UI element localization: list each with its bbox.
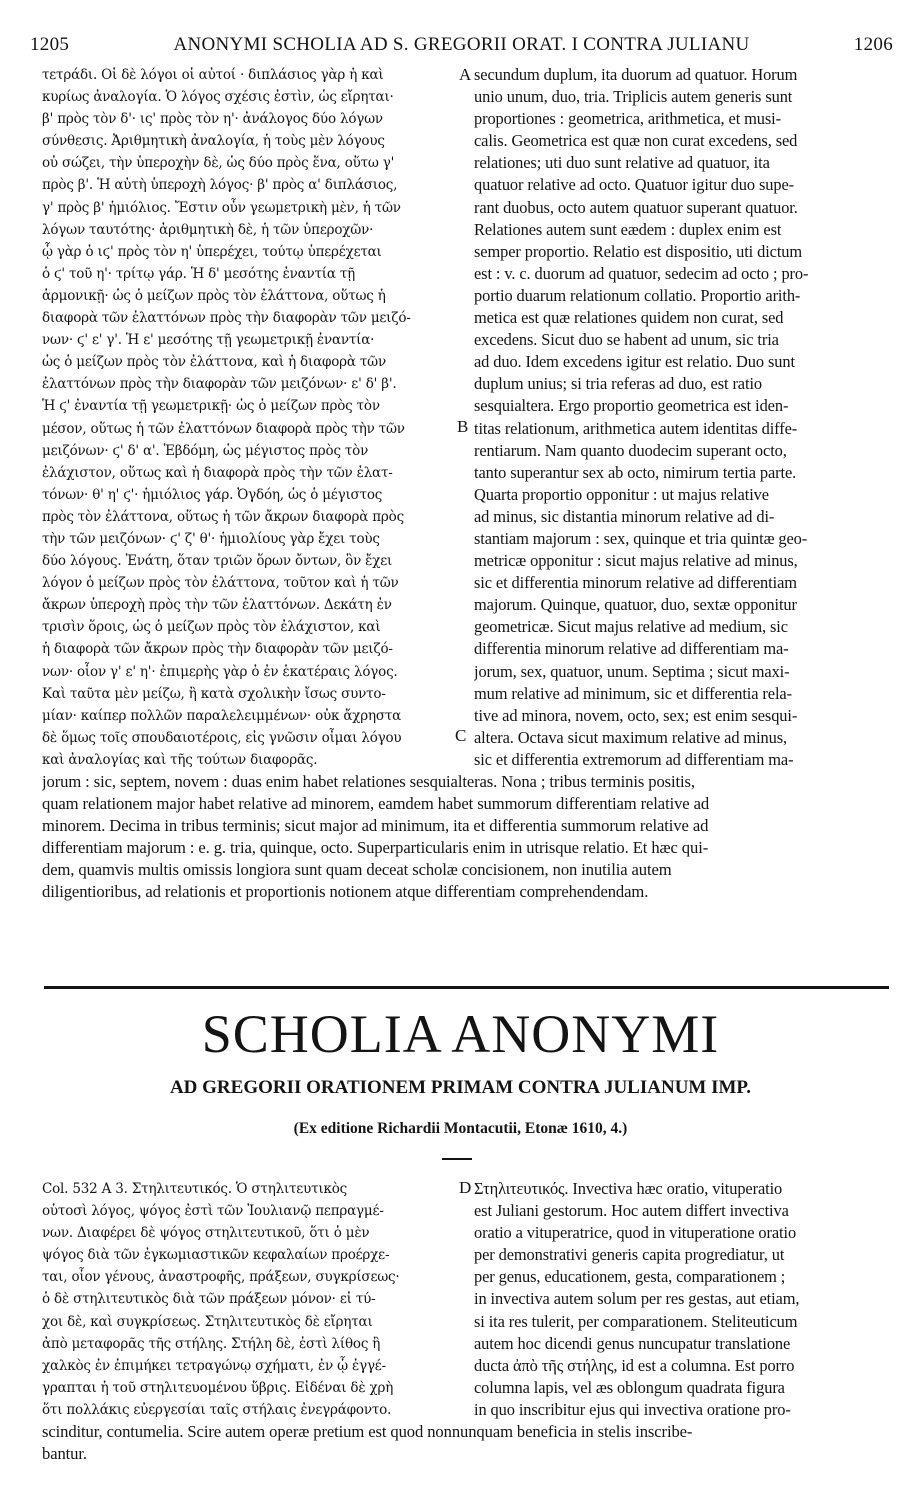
latin-text-line: calis. Geometrica est quæ non curat excedens, sed bbox=[474, 131, 798, 151]
greek-text-line: κυρίως ἀναλογία. Ὁ λόγος σχέσις ἐστὶν, ὡς εἴρηται· bbox=[42, 89, 394, 106]
latin-text-line: per genus, educationem, gesta, comparationem ; bbox=[474, 1267, 786, 1287]
section-divider bbox=[44, 986, 889, 989]
greek-column-top bbox=[42, 64, 462, 771]
greek-text-line: λόγον ὁ μείζων πρὸς τὸν ἐλάττονα, τοῦτον καὶ ἡ τῶν bbox=[42, 575, 399, 592]
latin-text-line: autem hoc dicendi genus nuncupatur translatione bbox=[474, 1333, 791, 1353]
greek-text-line: νων. Διαφέρει δὲ ψόγος στηλιτευτικοῦ, ὅτι ὁ μὲν bbox=[42, 1225, 370, 1242]
latin-text-line: rentiarum. Nam quanto duodecim superant octo, bbox=[474, 440, 787, 460]
latin-full-width-bottom bbox=[42, 1421, 890, 1465]
latin-text-line: in invectiva autem solum per res gestas, aut etiam, bbox=[474, 1289, 800, 1309]
latin-text-line: proportiones : geometrica, arithmetica, et musi- bbox=[474, 109, 781, 129]
latin-text-line: diligentioribus, ad relationis et proportionis notionem atque differentiam comprehendendam. bbox=[42, 882, 649, 902]
greek-text-line: χοι δὲ, καὶ συγκρίσεως. Στηλιτευτικὸς δὲ εἴρηται bbox=[42, 1313, 373, 1330]
greek-text-line: ψόγος διὰ τῶν ἐγκωμιαστικῶν κεφαλαίων προέρχε- bbox=[42, 1247, 390, 1264]
greek-text-line: νων· ϛ' ε' γ'. Ἡ ε' μεσότης τῇ γεωμετρικῇ ἐναντία· bbox=[42, 332, 375, 349]
greek-text-line: μειζόνων· ϛ' δ' α'. Ἑβδόμη, ὡς μέγιστος πρὸς τὸν bbox=[42, 442, 369, 459]
greek-text-line: μέσον, οὕτως ἡ τῶν ἐλαττόνων διαφορὰ πρὸς τὴν τῶν bbox=[42, 420, 405, 437]
greek-text-line: τὴν τῶν μειζόνων· ϛ' ζ' θ'· ἡμιολίους γὰρ ἔχει τοὺς bbox=[42, 530, 380, 547]
greek-text-line: ἄκρων ὑπεροχὴ πρὸς τὴν τῶν ἐλαττόνων. Δεκάτη ἐν bbox=[42, 597, 392, 614]
latin-column-bottom bbox=[474, 1178, 891, 1421]
greek-text-line: τόνων· θ' η' ϛ'· ἡμιόλιος γάρ. Ὀγδόη, ὡς ὁ μέγιστος bbox=[42, 486, 383, 503]
greek-text-line: διαφορὰ τῶν ἐλαττόνων πρὸς τὴν διαφορὰν τῶν μειζό- bbox=[42, 310, 411, 327]
margin-letter-c: C bbox=[455, 726, 467, 745]
greek-text-line: Καὶ ταῦτα μὲν μείζω, ἢ κατὰ σχολικὴν ἴσως συντο- bbox=[42, 685, 386, 702]
greek-text-line: καὶ ἀναλογίας καὶ τῆς τούτων διαφορᾶς. bbox=[42, 751, 318, 768]
latin-text-line: jorum : sic, septem, novem : duas enim habet relationes sesquialteras. Nona ; tribus terminis positis, bbox=[42, 772, 695, 791]
greek-text-line: γ' πρὸς β' ἡμιόλιος. Ἔστιν οὖν γεωμετρικὴ μὲν, ἡ τῶν bbox=[42, 199, 401, 216]
greek-text-line: β' πρὸς τὸν δ'· ις' πρὸς τὸν η'· ἀνάλογος δύο λόγων bbox=[42, 111, 383, 128]
latin-text-line: dem, quamvis multis omissis longiora sunt quam deceat scholæ concisionem, non inutilia autem bbox=[42, 860, 672, 880]
greek-text-line: τετράδι. Οἱ δὲ λόγοι οἱ αὐτοί · διπλάσιος γὰρ ἡ καὶ bbox=[42, 67, 384, 83]
greek-text-line: ται, οἷον γένους, ἀναστροφῆς, πράξεων, συγκρίσεως· bbox=[42, 1269, 400, 1286]
greek-text-line: πρὸς τὸν ἐλάττονα, οὕτως ἡ τῶν ἄκρων διαφορὰ πρὸς bbox=[42, 508, 404, 525]
latin-text-line: excedens. Sicut duo se habent ad unum, sic tria bbox=[474, 330, 779, 350]
greek-text-line: ἐλαττόνων πρὸς τὴν διαφορὰν τῶν μειζόνων· ε' δ' β'. bbox=[42, 376, 397, 393]
greek-text-line: τρισὶν ὅροις, ὡς ὁ μείζων πρὸς τὸν ἐλάχιστον, καὶ bbox=[42, 619, 381, 636]
latin-text-line: oratio a vituperatrice, quod in vituperatione oratio bbox=[474, 1223, 797, 1243]
latin-text-line: columna lapis, vel æs oblongum quadrata figura bbox=[474, 1377, 785, 1397]
greek-text-line: Ἡ ϛ' ἐναντία τῇ γεωμετρικῇ· ὡς ὁ μείζων πρὸς τὸν bbox=[42, 398, 380, 415]
latin-text-line: portio duarum relationum collatio. Proportio arith- bbox=[474, 285, 801, 305]
margin-letter-a: A bbox=[459, 65, 472, 84]
greek-text-line: πρὸς β'. Ἡ αὐτὴ ὑπεροχὴ λόγος· β' πρὸς α' διπλάσιος, bbox=[42, 177, 398, 194]
latin-text-line: tive ad minora, novem, octo, sex; est enim sesqui- bbox=[474, 705, 798, 725]
greek-text-line: σύνθεσις. Ἀριθμητικὴ ἀναλογία, ἡ τοὺς μὲν λόγους bbox=[42, 133, 385, 150]
latin-text-line: ad minus, sic distantia minorum relative ad di- bbox=[474, 506, 775, 526]
latin-text-line: titas relationum, arithmetica autem identitas diffe- bbox=[474, 418, 798, 438]
latin-text-line: semper proportio. Relatio est dispositio, uti dictum bbox=[474, 241, 803, 261]
greek-text-line: δύο λόγους. Ἐνάτη, ὅταν τριῶν ὅρων ὄντων, ὃν ἔχει bbox=[42, 553, 393, 570]
latin-text-line: majorum. Quinque, quatuor, duo, sextæ opponitur bbox=[474, 595, 797, 615]
latin-text-line: duplum unius; si tria referas ad duo, est ratio bbox=[474, 374, 762, 394]
margin-letter-b: B bbox=[457, 417, 469, 436]
latin-text-line: tanto superantur sex ab octo, nimirum tertia parte. bbox=[474, 462, 797, 482]
latin-text-line: unio unum, duo, tria. Triplicis autem generis sunt bbox=[474, 87, 793, 107]
latin-text-line: differentia minorum relative ad differentiam ma- bbox=[474, 639, 789, 659]
latin-text-line: est : v. c. duorum ad quatuor, sedecim ad octo ; pro- bbox=[474, 263, 809, 283]
greek-text-line: ὁ δὲ στηλιτευτικὸς διὰ τῶν πράξεων μόνον· εἰ τύ- bbox=[42, 1291, 376, 1308]
page-number-right: 1206 bbox=[853, 34, 893, 55]
latin-text-line: si ita res tulerit, per comparationem. Steliteuticum bbox=[474, 1311, 798, 1331]
latin-text-line: ad duo. Idem excedens igitur est relatio. Duo sunt bbox=[474, 352, 795, 372]
greek-text-line: μίαν· καίπερ πολλῶν παραλελειμμένων· οὐκ ἄχρηστα bbox=[42, 707, 402, 724]
greek-text-line: ὡς ὁ μείζων πρὸς τὸν ἐλάττονα, καὶ ἡ διαφορὰ τῶν bbox=[42, 354, 386, 371]
greek-text-line: ὁ ϛ' τοῦ η'· τρίτῳ γάρ. Ἡ δ' μεσότης ἐναντία τῇ bbox=[42, 265, 356, 282]
latin-text-line: sic et differentia extremorum ad differentiam ma- bbox=[474, 749, 794, 769]
latin-text-line: jorum, sex, quatuor, unum. Septima ; sicut maxi- bbox=[474, 661, 790, 681]
latin-text-line: Relationes autem sunt eædem : duplex enim est bbox=[474, 219, 782, 239]
greek-text-line: γραπται ἡ τοῦ στηλιτευομένου ὕβρις. Εἰδέναι δὲ χρὴ bbox=[42, 1379, 394, 1396]
latin-full-width-top bbox=[42, 771, 890, 904]
latin-column-top bbox=[474, 64, 891, 771]
latin-text-line: quam relationem major habet relative ad minorem, eamdem habet summorum differentiam relative ad bbox=[42, 794, 710, 814]
latin-text-line: sesquialtera. Ergo proportio geometrica est iden- bbox=[474, 396, 789, 416]
latin-text-line: in quo inscribitur ejus qui invectiva oratione pro- bbox=[474, 1399, 791, 1419]
latin-text-line: per demonstrativi generis capita progrediatur, ut bbox=[474, 1245, 785, 1265]
latin-text-line: minorem. Decima in tribus terminis; sicut major ad minimum, ita et differentia summorum relative ad bbox=[42, 816, 709, 836]
latin-text-line: bantur. bbox=[42, 1444, 87, 1464]
latin-text-line: est Juliani gestorum. Hoc autem differt invectiva bbox=[474, 1201, 789, 1221]
latin-text-line: scinditur, contumelia. Scire autem operæ pretium est quod nonnunquam beneficia in stelis inscribe- bbox=[42, 1422, 693, 1441]
latin-text-line: geometricæ. Sicut majus relative ad medium, sic bbox=[474, 617, 788, 637]
greek-text-line: Col. 532 A 3. Στηλιτευτικός. Ὁ στηλιτευτικὸς bbox=[42, 1181, 347, 1197]
latin-text-line: mum relative ad minimum, sic et differentia rela- bbox=[474, 683, 792, 703]
greek-text-line: οὑτοσὶ λόγος, ψόγος ἐστὶ τῶν Ἰουλιανῷ πεπραγμέ- bbox=[42, 1203, 384, 1220]
greek-text-line: νων· οἷον γ' ε' η'· ἐπιμερὴς γὰρ ὁ ἐν ἑκατέραις λόγος. bbox=[42, 663, 398, 680]
latin-text-line: metica est quæ relationes quidem non curat, sed bbox=[474, 308, 784, 328]
greek-column-bottom bbox=[42, 1178, 462, 1421]
short-divider bbox=[442, 1158, 472, 1160]
greek-text-line: ἀπὸ μεταφορᾶς τῆς στήλης. Στήλη δὲ, ἐστὶ λίθος ἢ bbox=[42, 1335, 381, 1352]
latin-text-line: secundum duplum, ita duorum ad quatuor. Horum bbox=[474, 65, 798, 84]
greek-text-line: χαλκὸς ἐν ἐπιμήκει τετραγώνῳ σχήματι, ἐν ᾧ ἐγγέ- bbox=[42, 1357, 386, 1374]
running-head bbox=[30, 34, 893, 58]
section-source-note: (Ex editione Richardii Montacutii, Etonæ 1610, 4.) bbox=[293, 1120, 628, 1137]
greek-text-line: ὅτι πολλάκις εὐεργεσίαι ταῖς στήλαις ἐνεγράφοντο. bbox=[42, 1401, 392, 1418]
latin-text-line: metricæ opponitur : sicut majus relative ad minus, bbox=[474, 551, 798, 571]
section-title: SCHOLIA ANONYMI bbox=[201, 1004, 720, 1064]
greek-text-line: ἐλάχιστον, οὕτως καὶ ἡ διαφορὰ πρὸς τὴν τῶν ἐλατ- bbox=[42, 464, 393, 481]
latin-text-line: altera. Octava sicut maximum relative ad minus, bbox=[474, 727, 787, 747]
latin-text-line: quatuor relative ad octo. Quatuor igitur duo supe- bbox=[474, 175, 794, 195]
latin-text-line: Στηλιτευτικός. Invectiva hæc oratio, vituperatio bbox=[474, 1179, 783, 1198]
greek-text-line: ἡ διαφορὰ τῶν ἄκρων πρὸς τὴν διαφορὰν τῶν μειζό- bbox=[42, 641, 393, 658]
latin-text-line: sic et differentia minorum relative ad differentiam bbox=[474, 573, 797, 593]
latin-text-line: ducta ἀπὸ τῆς στήλης, id est a columna. Est porro bbox=[474, 1355, 795, 1375]
greek-text-line: ᾧ γὰρ ὁ ιϛ' πρὸς τὸν η' ὑπερέχει, τούτῳ ὑπερέχεται bbox=[42, 243, 382, 260]
greek-text-line: δὲ ὅμως τοῖς σπουδαιοτέροις, εἰς γνῶσιν οἶμαι λόγου bbox=[42, 729, 402, 746]
page-number-left: 1205 bbox=[30, 34, 70, 55]
section-subtitle: AD GREGORII ORATIONEM PRIMAM CONTRA JULIANUM IMP. bbox=[169, 1077, 752, 1098]
latin-text-line: Quarta proportio opponitur : ut majus relative bbox=[474, 484, 769, 504]
greek-text-line: ἁρμονικῇ· ὡς ὁ μείζων πρὸς τὸν ἐλάττονα, οὕτως ἡ bbox=[42, 287, 386, 304]
running-title: ANONYMI SCHOLIA AD S. GREGORII ORAT. I CONTRA JULIANU bbox=[173, 34, 750, 55]
latin-text-line: differentiam majorum : e. g. tria, quinque, octo. Superparticularis enim in utrisque relatio. Et hæc qui- bbox=[42, 838, 709, 858]
latin-text-line: relationes; uti duo sunt relative ad quatuor, ita bbox=[474, 153, 770, 173]
margin-letter-d: D bbox=[459, 1178, 472, 1197]
greek-text-line: λόγων ταυτότης· ἀριθμητικὴ δὲ, ἡ τῶν ὑπεροχῶν· bbox=[42, 221, 374, 238]
latin-text-line: stantiam majorum : sex, quinque et tria quintæ geo- bbox=[474, 528, 808, 548]
latin-text-line: rant duobus, octo autem quatuor superant quatuor. bbox=[474, 197, 798, 217]
greek-text-line: οὐ σώζει, τὴν ὑπεροχὴν δὲ, ὡς δύο πρὸς ἕνα, οὕτω γ' bbox=[42, 155, 395, 172]
